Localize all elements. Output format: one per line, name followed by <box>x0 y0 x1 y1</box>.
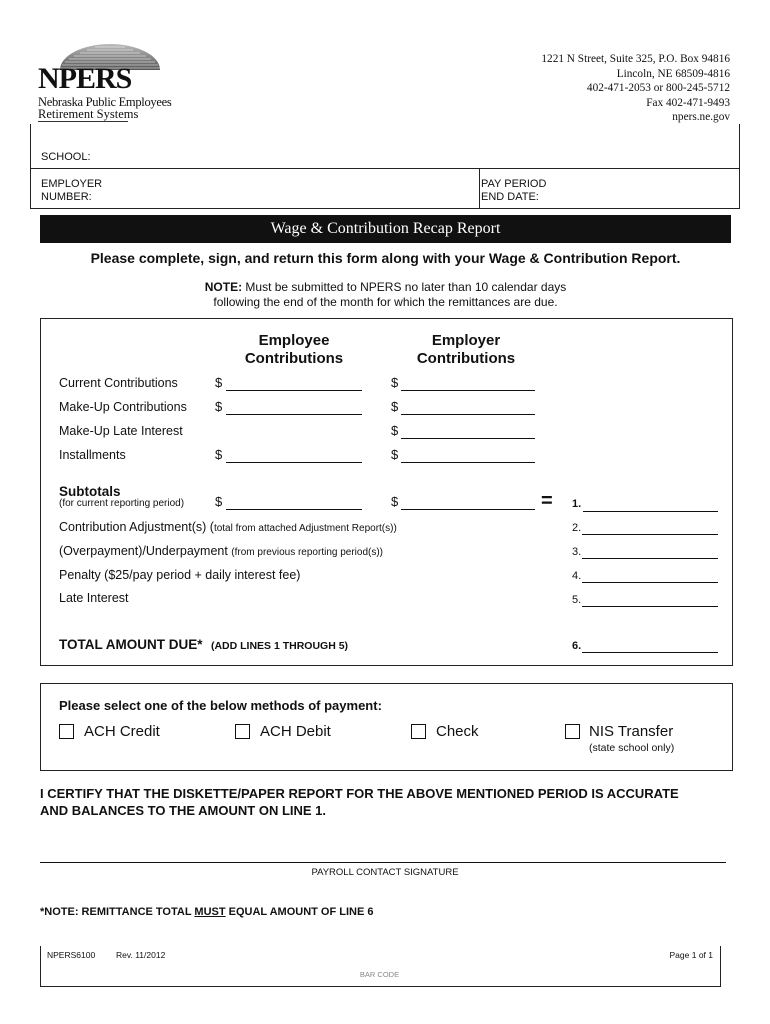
employer-label-line: NUMBER: <box>41 191 92 203</box>
row-sublabel: (ADD LINES 1 THROUGH 5) <box>210 640 349 652</box>
info-box <box>30 124 740 209</box>
line-1-field[interactable] <box>583 497 718 512</box>
line-5-field[interactable] <box>582 592 718 607</box>
remittance-note-emphasis: MUST <box>194 906 226 918</box>
website-link[interactable]: npers.ne.gov <box>672 111 730 123</box>
row-label: TOTAL AMOUNT DUE* <box>59 637 203 652</box>
logo-underline <box>38 121 128 122</box>
currency-symbol: $ <box>215 447 223 462</box>
currency-symbol: $ <box>215 375 223 390</box>
currency-symbol: $ <box>391 375 399 390</box>
logo-subtitle: Nebraska Public Employees <box>38 95 172 109</box>
penalty-label: Penalty ($25/pay period + daily interest fee) <box>59 568 301 582</box>
contributions-box <box>40 318 733 666</box>
line-number: 4. <box>572 570 582 582</box>
logo-subtitle-2: Retirement Systems <box>38 107 139 121</box>
address-block <box>541 52 730 125</box>
ach-debit-label: ACH Debit <box>260 723 331 740</box>
info-divider-h <box>31 168 739 169</box>
column-heading: Contributions <box>244 350 344 367</box>
instruction-text: Please complete, sign, and return this form along with your Wage & Contribution Report. <box>90 250 681 266</box>
signature-label: PAYROLL CONTACT SIGNATURE <box>311 867 459 878</box>
ach-credit-checkbox[interactable] <box>59 724 74 739</box>
line-number: 3. <box>572 546 582 558</box>
school-label: SCHOOL: <box>41 151 91 163</box>
employer-label-line: EMPLOYER <box>41 178 103 190</box>
row-label: Contribution Adjustment(s) ( <box>59 520 214 534</box>
current-contributions-label: Current Contributions <box>59 376 178 390</box>
employer-makeup-field[interactable] <box>401 400 535 415</box>
row-sublabel: total from attached Adjustment Report(s)) <box>213 523 397 534</box>
report-title: Wage & Contribution Recap Report <box>40 215 731 243</box>
employer-contributions-header <box>396 332 536 368</box>
form-id: NPERS6100 <box>47 950 96 960</box>
makeup-contributions-label: Make-Up Contributions <box>59 400 187 414</box>
logo-title: NPERS <box>38 62 132 95</box>
column-heading: Employee <box>258 332 330 349</box>
nis-transfer-note: (state school only) <box>589 742 675 754</box>
page-number: Page 1 of 1 <box>669 950 713 960</box>
employee-contributions-header <box>224 332 364 368</box>
note-text: Must be submitted to NPERS no later than 10 calendar days <box>242 280 567 294</box>
line-4-field[interactable] <box>582 568 718 583</box>
nis-transfer-label: NIS Transfer <box>589 723 674 740</box>
remittance-note <box>40 906 373 918</box>
total-amount-due-label <box>59 636 348 654</box>
line-3-field[interactable] <box>582 544 718 559</box>
barcode-placeholder: BAR CODE <box>359 970 400 979</box>
employer-installments-field[interactable] <box>401 448 535 463</box>
employer-number-label <box>41 178 102 204</box>
note-label: NOTE: <box>204 280 243 294</box>
currency-symbol: $ <box>391 494 399 509</box>
employee-subtotal-field[interactable] <box>226 495 362 510</box>
subtotals-label: Subtotals <box>59 484 121 499</box>
certification-line: I CERTIFY THAT THE DISKETTE/PAPER REPORT FOR THE ABOVE MENTIONED PERIOD IS ACCURATE <box>40 786 679 801</box>
certification-line: AND BALANCES TO THE AMOUNT ON LINE 1. <box>40 803 327 818</box>
column-heading: Contributions <box>416 350 516 367</box>
makeup-late-interest-label: Make-Up Late Interest <box>59 424 183 438</box>
certification-text <box>40 785 740 819</box>
contribution-adjustments-label <box>59 520 397 534</box>
nis-transfer-checkbox[interactable] <box>565 724 580 739</box>
currency-symbol: $ <box>391 447 399 462</box>
check-label: Check <box>436 723 479 740</box>
line-2-field[interactable] <box>582 520 718 535</box>
submission-note <box>40 280 731 310</box>
pay-period-label-line: END DATE: <box>481 191 539 203</box>
line-6-field[interactable] <box>582 638 718 653</box>
info-divider-v <box>479 168 480 208</box>
address-line: 1221 N Street, Suite 325, P.O. Box 94816 <box>541 53 730 65</box>
remittance-note-text: EQUAL AMOUNT OF LINE 6 <box>225 906 374 918</box>
installments-label: Installments <box>59 448 126 462</box>
line-number: 5. <box>572 594 582 606</box>
employer-current-field[interactable] <box>401 376 535 391</box>
line-number: 1. <box>572 498 582 510</box>
remittance-note-text: *NOTE: REMITTANCE TOTAL <box>40 906 195 918</box>
check-checkbox[interactable] <box>411 724 426 739</box>
address-line: Lincoln, NE 68509-4816 <box>616 67 730 80</box>
row-sublabel: (from previous reporting period(s)) <box>231 547 384 558</box>
employee-current-field[interactable] <box>226 376 362 391</box>
subtotals-sublabel: (for current reporting period) <box>59 498 185 509</box>
ach-debit-checkbox[interactable] <box>235 724 250 739</box>
note-text-2: following the end of the month for which the remittances are due. <box>213 295 558 309</box>
payment-heading: Please select one of the below methods of payment: <box>59 698 382 713</box>
signature-line[interactable] <box>40 862 726 863</box>
phone-line: 402-471-2053 or 800-245-5712 <box>586 82 730 94</box>
overpayment-underpayment-label <box>59 544 383 558</box>
employee-installments-field[interactable] <box>226 448 362 463</box>
currency-symbol: $ <box>391 399 399 414</box>
employer-subtotal-field[interactable] <box>401 495 535 510</box>
revision-date: Rev. 11/2012 <box>116 950 166 960</box>
column-heading: Employer <box>431 332 501 349</box>
equals-sign: = <box>541 490 553 512</box>
employer-makeup-late-field[interactable] <box>401 424 535 439</box>
late-interest-label: Late Interest <box>59 591 129 605</box>
currency-symbol: $ <box>215 494 223 509</box>
line-number: 2. <box>572 522 582 534</box>
pay-period-label-line: PAY PERIOD <box>481 178 547 190</box>
currency-symbol: $ <box>391 423 399 438</box>
line-number: 6. <box>572 640 582 652</box>
row-label: (Overpayment)/Underpayment <box>59 544 232 558</box>
currency-symbol: $ <box>215 399 223 414</box>
ach-credit-label: ACH Credit <box>84 723 160 740</box>
pay-period-label <box>481 178 546 204</box>
employee-makeup-field[interactable] <box>226 400 362 415</box>
fax-line: Fax 402-471-9493 <box>646 96 730 109</box>
